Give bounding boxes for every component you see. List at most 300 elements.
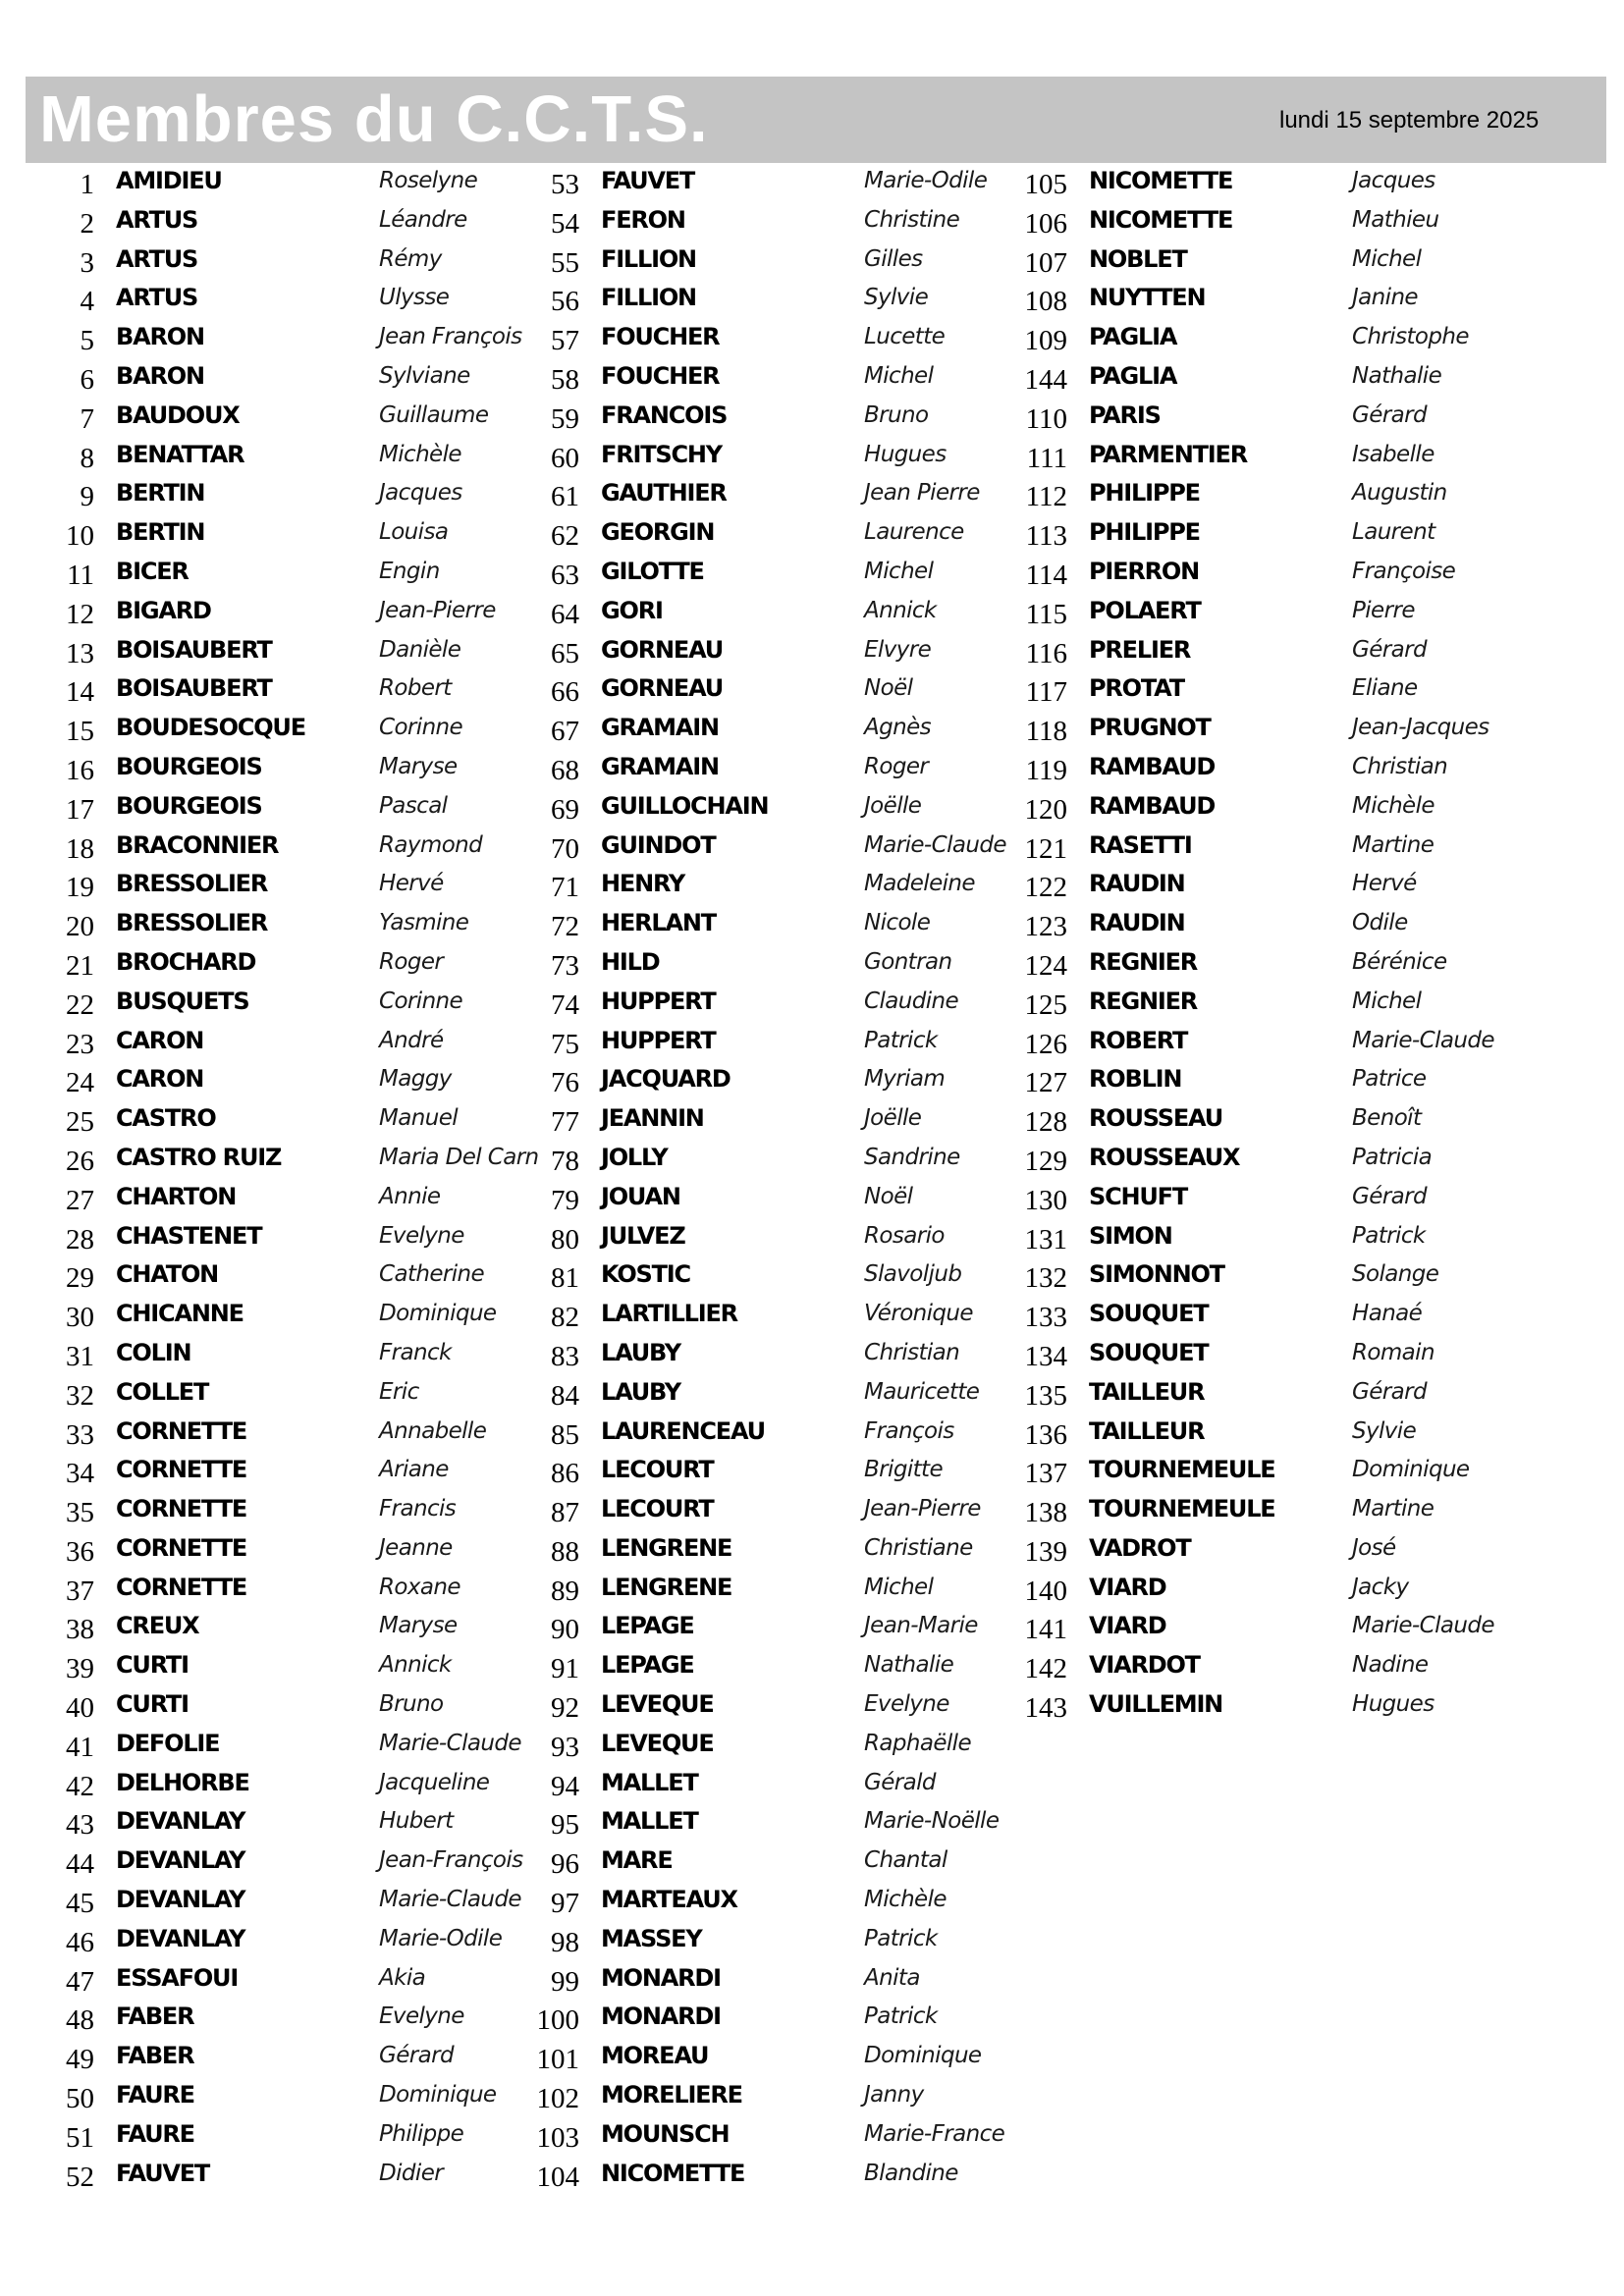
member-number: 8 <box>80 442 94 474</box>
member-number: 62 <box>551 520 579 553</box>
member-first-name: Jacques <box>379 480 462 507</box>
member-row <box>26 1763 526 1802</box>
member-row <box>26 1216 526 1255</box>
member-first-name: Noël <box>864 675 913 702</box>
member-first-name: Chantal <box>864 1847 947 1874</box>
member-row <box>26 512 526 552</box>
member-first-name: Bérénice <box>1352 948 1447 975</box>
member-last-name: CURTI <box>116 1651 189 1680</box>
member-number: 84 <box>551 1379 579 1412</box>
member-last-name: GUILLOCHAIN <box>601 791 769 820</box>
member-first-name: Christiane <box>864 1534 973 1561</box>
member-number: 6 <box>80 363 94 396</box>
member-last-name: FABER <box>116 2042 194 2070</box>
member-last-name: TOURNEMEULE <box>1089 1495 1275 1523</box>
member-first-name: Hanaé <box>1352 1301 1423 1327</box>
member-row <box>999 1450 1499 1489</box>
page-title: Membres du C.C.T.S. <box>39 82 709 156</box>
member-number: 103 <box>536 2121 579 2154</box>
member-number: 44 <box>66 1848 94 1881</box>
member-row <box>26 200 526 240</box>
member-number: 91 <box>551 1653 579 1685</box>
member-last-name: VIARDOT <box>1089 1651 1200 1680</box>
member-number: 68 <box>551 754 579 786</box>
member-number: 127 <box>1024 1067 1067 1099</box>
member-first-name: Marie-Noëlle <box>864 1808 1000 1835</box>
member-row <box>511 708 1011 747</box>
member-number: 16 <box>66 754 94 786</box>
member-number: 55 <box>551 246 579 279</box>
member-number: 57 <box>551 325 579 357</box>
member-number: 121 <box>1024 832 1067 865</box>
member-first-name: Rosario <box>864 1222 945 1249</box>
member-row <box>26 2154 526 2193</box>
member-first-name: Martine <box>1352 1496 1435 1522</box>
member-row <box>999 1138 1499 1177</box>
member-last-name: CARON <box>116 1065 204 1094</box>
member-number: 104 <box>536 2161 579 2193</box>
member-last-name: VIARD <box>1089 1612 1166 1640</box>
member-last-name: GUINDOT <box>601 830 716 859</box>
member-number: 118 <box>1025 716 1067 748</box>
member-first-name: Jacques <box>1352 168 1435 193</box>
member-number: 98 <box>551 1926 579 1958</box>
member-number: 35 <box>66 1497 94 1529</box>
member-number: 116 <box>1025 637 1067 669</box>
member-first-name: Marie-Claude <box>379 1887 521 1913</box>
member-row <box>511 512 1011 552</box>
member-last-name: FRITSCHY <box>601 440 722 468</box>
member-number: 1 <box>80 169 94 200</box>
member-last-name: HUPPERT <box>601 987 716 1015</box>
member-row <box>26 708 526 747</box>
member-number: 142 <box>1024 1653 1067 1685</box>
member-number: 139 <box>1024 1535 1067 1568</box>
member-row <box>26 903 526 942</box>
member-first-name: Pascal <box>379 792 448 819</box>
member-row <box>511 278 1011 317</box>
member-row <box>26 1021 526 1060</box>
member-number: 25 <box>66 1106 94 1139</box>
member-row <box>26 473 526 512</box>
member-row <box>999 356 1499 396</box>
member-last-name: REGNIER <box>1089 987 1198 1015</box>
member-first-name: Annabelle <box>379 1417 487 1444</box>
member-first-name: Hervé <box>379 871 444 897</box>
member-row <box>511 2036 1011 2075</box>
member-first-name: Jean-Pierre <box>864 1496 981 1522</box>
member-row <box>511 1568 1011 1607</box>
member-last-name: FAURE <box>116 2081 194 2109</box>
member-number: 11 <box>67 559 94 591</box>
member-number: 90 <box>551 1614 579 1646</box>
member-row <box>26 591 526 630</box>
member-row <box>999 512 1499 552</box>
member-row <box>511 240 1011 279</box>
member-row <box>511 982 1011 1021</box>
member-last-name: PRELIER <box>1089 635 1191 664</box>
member-row <box>26 1177 526 1216</box>
member-row <box>26 747 526 786</box>
member-first-name: Benoît <box>1352 1105 1422 1132</box>
member-last-name: SCHUFT <box>1089 1182 1188 1210</box>
member-first-name: Evelyne <box>864 1691 949 1718</box>
member-number: 72 <box>551 911 579 943</box>
member-number: 59 <box>551 402 579 435</box>
member-last-name: BIGARD <box>116 596 211 624</box>
member-last-name: JEANNIN <box>601 1104 704 1133</box>
member-first-name: Michèle <box>864 1887 947 1913</box>
page-date: lundi 15 septembre 2025 <box>1279 107 1540 133</box>
member-last-name: REGNIER <box>1089 947 1198 976</box>
member-row <box>999 591 1499 630</box>
member-last-name: BERTIN <box>116 479 205 507</box>
member-row <box>26 668 526 708</box>
member-last-name: BRESSOLIER <box>116 909 268 937</box>
member-first-name: Manuel <box>379 1105 459 1132</box>
member-last-name: DEVANLAY <box>116 1886 245 1914</box>
member-number: 60 <box>551 442 579 474</box>
member-first-name: Hugues <box>1352 1691 1435 1718</box>
member-number: 48 <box>66 2004 94 2037</box>
member-number: 143 <box>1024 1692 1067 1725</box>
member-number: 65 <box>551 637 579 669</box>
member-row <box>511 1684 1011 1724</box>
member-row <box>26 942 526 982</box>
member-last-name: FABER <box>116 2002 194 2031</box>
member-first-name: Jean-Jacques <box>1352 715 1489 741</box>
member-number: 19 <box>66 872 94 904</box>
member-row <box>26 1059 526 1098</box>
member-first-name: Elvyre <box>864 636 932 663</box>
member-row <box>999 240 1499 279</box>
member-row <box>511 1059 1011 1098</box>
member-last-name: PARMENTIER <box>1089 440 1247 468</box>
member-last-name: FAUVET <box>116 2159 210 2187</box>
member-first-name: Françoise <box>1352 558 1456 584</box>
member-row <box>511 161 1011 200</box>
member-number: 134 <box>1024 1340 1067 1372</box>
member-last-name: LECOURT <box>601 1456 714 1484</box>
member-number: 74 <box>551 988 579 1021</box>
member-row <box>999 1098 1499 1138</box>
member-number: 130 <box>1024 1184 1067 1216</box>
member-number: 122 <box>1024 872 1067 904</box>
member-number: 136 <box>1024 1418 1067 1451</box>
member-row <box>999 864 1499 903</box>
member-last-name: SIMON <box>1089 1221 1172 1250</box>
member-last-name: CORNETTE <box>116 1533 247 1562</box>
member-first-name: Eric <box>379 1378 419 1405</box>
member-number: 66 <box>551 676 579 709</box>
member-number: 37 <box>66 1575 94 1607</box>
member-last-name: LAUBY <box>601 1338 680 1366</box>
member-first-name: Philippe <box>379 2120 464 2147</box>
member-first-name: Michel <box>864 558 934 584</box>
member-row <box>26 1372 526 1412</box>
member-number: 3 <box>80 246 94 279</box>
member-last-name: PROTAT <box>1089 674 1184 703</box>
member-row <box>511 1412 1011 1451</box>
member-number: 99 <box>551 1965 579 1998</box>
member-number: 22 <box>66 988 94 1021</box>
member-number: 86 <box>551 1458 579 1490</box>
member-first-name: Patrick <box>864 1925 938 1951</box>
member-first-name: Marie-Odile <box>379 1925 503 1951</box>
member-number: 2 <box>80 207 94 240</box>
member-first-name: Roselyne <box>379 168 478 193</box>
member-row <box>999 200 1499 240</box>
member-number: 124 <box>1024 949 1067 982</box>
member-first-name: Corinne <box>379 715 463 741</box>
member-number: 120 <box>1024 793 1067 826</box>
member-row <box>26 1138 539 1177</box>
member-last-name: GORI <box>601 596 663 624</box>
member-number: 100 <box>536 2004 579 2037</box>
member-last-name: LAUBY <box>601 1377 680 1406</box>
member-last-name: CARON <box>116 1026 204 1054</box>
member-first-name: Christian <box>864 1339 960 1365</box>
member-row <box>511 786 1011 826</box>
member-first-name: Gontran <box>864 948 952 975</box>
member-first-name: Odile <box>1352 910 1408 936</box>
member-number: 111 <box>1026 442 1067 474</box>
member-row <box>26 1919 526 1958</box>
member-first-name: Michel <box>1352 245 1422 272</box>
member-row <box>999 396 1499 435</box>
member-last-name: BRESSOLIER <box>116 870 268 898</box>
member-number: 14 <box>66 676 94 709</box>
member-last-name: GORNEAU <box>601 635 723 664</box>
member-row <box>511 1021 1011 1060</box>
member-row <box>26 1724 526 1763</box>
member-number: 108 <box>1024 286 1067 318</box>
member-row <box>26 240 526 279</box>
member-row <box>999 1528 1499 1568</box>
member-first-name: Patrice <box>1352 1066 1427 1093</box>
member-first-name: Evelyne <box>379 2003 464 2030</box>
member-first-name: Ulysse <box>379 285 450 311</box>
member-number: 97 <box>551 1888 579 1920</box>
member-first-name: Yasmine <box>379 910 469 936</box>
member-last-name: MASSEY <box>601 1924 702 1952</box>
member-number: 123 <box>1024 911 1067 943</box>
member-first-name: José <box>1352 1534 1396 1561</box>
member-last-name: BAUDOUX <box>116 400 240 429</box>
member-number: 89 <box>551 1575 579 1607</box>
member-first-name: Jean-Marie <box>864 1613 978 1639</box>
member-row <box>511 200 1011 240</box>
member-first-name: Roger <box>379 948 444 975</box>
member-row <box>999 1177 1499 1216</box>
member-row <box>999 1021 1499 1060</box>
member-row <box>511 1450 1011 1489</box>
member-last-name: LENGRENE <box>601 1533 732 1562</box>
member-number: 32 <box>66 1379 94 1412</box>
member-number: 50 <box>66 2083 94 2115</box>
member-last-name: PARIS <box>1089 400 1161 429</box>
member-last-name: LARTILLIER <box>601 1300 737 1328</box>
member-row <box>999 786 1499 826</box>
member-row <box>26 278 526 317</box>
member-first-name: Corinne <box>379 988 463 1014</box>
member-first-name: Jacky <box>1352 1574 1409 1600</box>
member-last-name: RAMBAUD <box>1089 791 1216 820</box>
member-row <box>26 630 526 669</box>
member-row <box>511 1997 1011 2036</box>
member-last-name: MOUNSCH <box>601 2119 730 2148</box>
member-row <box>511 1645 1011 1684</box>
member-last-name: CURTI <box>116 1690 189 1719</box>
member-row <box>26 356 526 396</box>
member-row <box>511 747 1011 786</box>
member-first-name: Augustin <box>1352 480 1447 507</box>
member-first-name: Blandine <box>864 2160 958 2186</box>
member-number: 54 <box>551 207 579 240</box>
member-number: 12 <box>66 598 94 630</box>
member-row <box>511 1528 1011 1568</box>
member-number: 24 <box>66 1067 94 1099</box>
member-row <box>511 1138 1011 1177</box>
member-number: 82 <box>551 1302 579 1334</box>
member-first-name: Franck <box>379 1339 452 1365</box>
member-first-name: Bruno <box>379 1691 444 1718</box>
member-row <box>26 2036 526 2075</box>
member-last-name: PHILIPPE <box>1089 518 1200 547</box>
member-first-name: Gilles <box>864 245 923 272</box>
member-row <box>999 982 1499 1021</box>
member-last-name: BRACONNIER <box>116 830 279 859</box>
member-last-name: GAUTHIER <box>601 479 727 507</box>
member-first-name: Nathalie <box>864 1652 954 1679</box>
member-last-name: BOURGEOIS <box>116 791 262 820</box>
member-first-name: Léandre <box>379 206 467 233</box>
member-row <box>999 1606 1499 1645</box>
member-last-name: DELHORBE <box>116 1768 249 1796</box>
member-first-name: Raymond <box>379 831 483 858</box>
member-first-name: Marie-Claude <box>1352 1027 1494 1053</box>
member-first-name: Dominique <box>1352 1457 1470 1483</box>
member-first-name: Janny <box>864 2082 924 2109</box>
member-first-name: Mathieu <box>1352 206 1439 233</box>
member-number: 92 <box>551 1692 579 1725</box>
member-number: 49 <box>66 2044 94 2076</box>
member-number: 144 <box>1024 363 1067 396</box>
member-first-name: Marie-France <box>864 2120 1005 2147</box>
member-row <box>26 1880 526 1919</box>
member-first-name: Dominique <box>864 2043 982 2069</box>
member-last-name: TOURNEMEULE <box>1089 1456 1275 1484</box>
member-row <box>999 1059 1499 1098</box>
member-row <box>26 2075 526 2114</box>
member-first-name: Janine <box>1352 285 1418 311</box>
member-number: 34 <box>66 1458 94 1490</box>
member-last-name: FAUVET <box>601 167 695 194</box>
member-first-name: Jean-Pierre <box>379 597 496 623</box>
member-row <box>511 864 1011 903</box>
member-number: 46 <box>66 1926 94 1958</box>
member-first-name: Pierre <box>1352 597 1415 623</box>
member-row <box>511 317 1011 356</box>
member-last-name: BUSQUETS <box>116 987 249 1015</box>
member-number: 129 <box>1024 1145 1067 1177</box>
member-row <box>26 161 526 200</box>
member-first-name: Evelyne <box>379 1222 464 1249</box>
member-row <box>511 1372 1011 1412</box>
member-number: 70 <box>551 832 579 865</box>
member-first-name: Jean François <box>379 324 522 350</box>
member-number: 41 <box>66 1731 94 1763</box>
member-column-1 <box>26 161 539 2193</box>
member-last-name: MORELIERE <box>601 2081 742 2109</box>
member-last-name: NICOMETTE <box>1089 205 1233 234</box>
member-first-name: Madeleine <box>864 871 975 897</box>
member-row <box>999 317 1499 356</box>
member-row <box>26 1294 526 1333</box>
member-row <box>26 982 526 1021</box>
member-number: 28 <box>66 1223 94 1255</box>
member-number: 9 <box>80 481 94 513</box>
member-row <box>999 1372 1499 1412</box>
member-row <box>511 1958 1011 1998</box>
member-row <box>999 1216 1499 1255</box>
member-number: 115 <box>1025 598 1067 630</box>
member-row <box>999 1684 1499 1724</box>
member-row <box>26 786 526 826</box>
member-number: 81 <box>551 1262 579 1295</box>
member-last-name: BOISAUBERT <box>116 674 272 703</box>
member-row <box>26 826 526 865</box>
member-first-name: Gérard <box>1352 401 1427 428</box>
member-last-name: LEVEQUE <box>601 1690 714 1719</box>
member-last-name: PAGLIA <box>1089 323 1177 351</box>
member-first-name: Marie-Odile <box>864 168 988 193</box>
member-last-name: ROUSSEAU <box>1089 1104 1222 1133</box>
member-last-name: DEVANLAY <box>116 1924 245 1952</box>
member-row <box>999 1412 1499 1451</box>
member-last-name: BICER <box>116 557 189 585</box>
member-last-name: LEPAGE <box>601 1651 694 1680</box>
member-row <box>999 1333 1499 1372</box>
member-last-name: VADROT <box>1089 1533 1191 1562</box>
member-first-name: Hugues <box>864 441 947 467</box>
member-first-name: Gérald <box>864 1769 936 1795</box>
member-first-name: Michèle <box>1352 792 1435 819</box>
member-last-name: DEVANLAY <box>116 1846 245 1875</box>
member-number: 4 <box>80 286 94 318</box>
member-number: 27 <box>66 1184 94 1216</box>
member-row <box>999 161 1499 200</box>
member-last-name: CHICANNE <box>116 1300 244 1328</box>
member-first-name: Jean-François <box>379 1847 523 1874</box>
member-row <box>26 1841 526 1880</box>
member-last-name: TAILLEUR <box>1089 1416 1205 1445</box>
member-number: 13 <box>66 637 94 669</box>
member-first-name: Marie-Claude <box>379 1730 521 1756</box>
member-first-name: Anita <box>864 1964 920 1991</box>
member-last-name: GORNEAU <box>601 674 723 703</box>
member-last-name: ARTUS <box>116 284 198 312</box>
member-first-name: Sylvie <box>1352 1417 1417 1444</box>
member-row <box>511 1606 1011 1645</box>
member-number: 96 <box>551 1848 579 1881</box>
header-banner <box>26 77 1606 163</box>
member-row <box>511 356 1011 396</box>
member-last-name: FERON <box>601 205 685 234</box>
member-first-name: Sandrine <box>864 1144 960 1170</box>
member-row <box>26 1098 526 1138</box>
member-first-name: Annick <box>379 1652 452 1679</box>
